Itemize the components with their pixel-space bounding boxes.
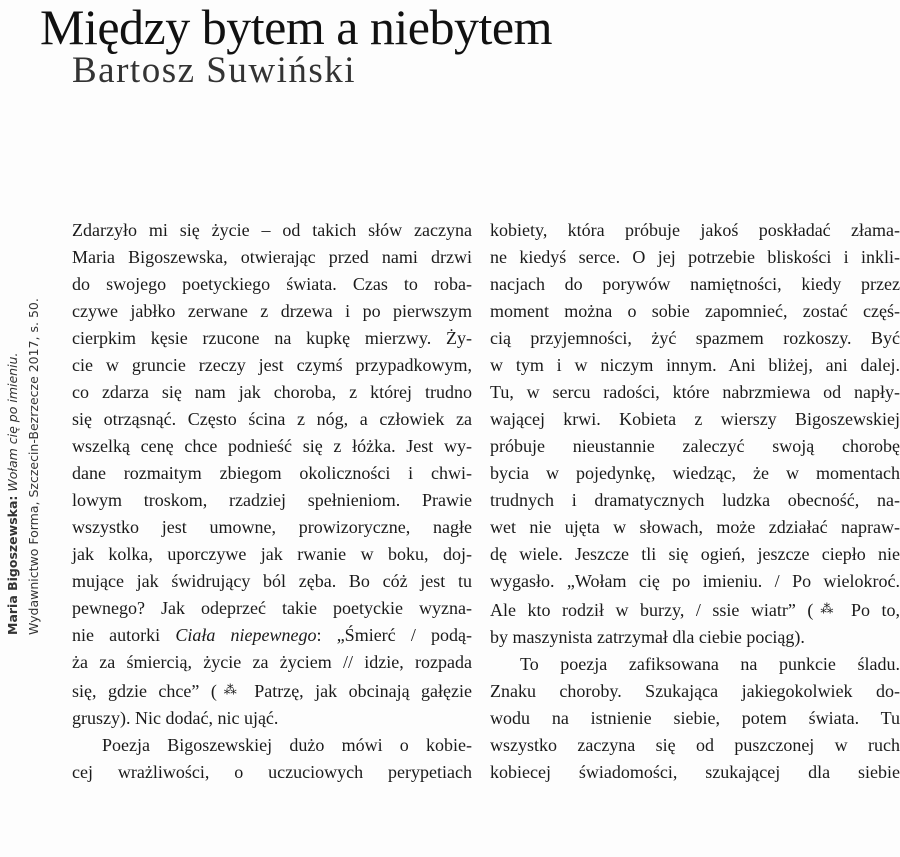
text-line: jak kolka, uporczywe jak rwanie w boku, doj- xyxy=(72,544,472,564)
text-span: Ale kto rodził w burzy, / ssie wiatr” ( xyxy=(490,600,814,620)
text-line: gruszy). Nic dodać, nic ująć. xyxy=(72,708,279,728)
text-line: Poezja Bigoszewskiej dużo mówi o kobie- xyxy=(102,735,472,755)
text-span: : „Śmierć / podą- xyxy=(316,625,473,645)
text-line: pewnego? Jak odeprzeć takie poetyckie wyzna- xyxy=(72,598,472,618)
text-line: Maria Bigoszewska, otwierając przed nami drzwi xyxy=(72,247,472,267)
text-line: nacjach do porywów namiętności, kiedy przez xyxy=(490,274,900,294)
text-line: cie w gruncie rzeczy jest czymś przypadkowym, xyxy=(72,355,472,375)
text-span: nie autorki xyxy=(72,625,176,645)
text-line: wygasło. „Wołam cię po imieniu. / Po wielokroć. xyxy=(490,571,900,591)
text-line xyxy=(72,622,472,649)
text-line xyxy=(490,595,900,624)
text-line: by maszynista zatrzymał dla ciebie pociąg). xyxy=(490,627,805,647)
text-line: wszystko jest umowne, prowizoryczne, nagłe xyxy=(72,517,472,537)
asterism-glyph: ⁂ xyxy=(813,601,840,616)
text-line: się otrząsnąć. Często ścina z nóg, a człowiek za xyxy=(72,409,472,429)
text-line: cią przyjemności, żyć spazmem rozkoszy. Być xyxy=(490,328,900,348)
text-line: kobiety, która próbuje jakoś poskładać złama- xyxy=(490,220,900,240)
text-line: do swojego poetyckiego świata. Czas to roba- xyxy=(72,274,472,294)
text-line: dane rozmaitym zbiegom okoliczności i chwi- xyxy=(72,463,472,483)
text-line xyxy=(72,676,472,705)
asterism-glyph: ⁂ xyxy=(216,682,243,697)
citation-publisher: Wydawnictwo Forma, Szczecin-Bezrzecze 2017, s. 50. xyxy=(26,298,41,635)
text-line: wszystko zaczyna się od puszczonej w ruch xyxy=(490,735,900,755)
text-column-left xyxy=(72,217,472,786)
text-line: moment można o sobie zapomnieć, zostać częś- xyxy=(490,301,900,321)
text-line: mujące jak świdrujący ból zęba. Bo cóż jest tu xyxy=(72,571,472,591)
text-line: co zdarza się nam jak choroba, z której trudno xyxy=(72,382,472,402)
text-line: trudnych i dramatycznych ludzka obecność, na- xyxy=(490,490,900,510)
text-line: czywe jabłko zerwane z drzewa i po pierwszym xyxy=(72,301,472,321)
citation-author: Maria Bigoszewska: xyxy=(5,495,20,635)
text-line: lowym troskom, rzadziej spełnieniom. Prawie xyxy=(72,490,472,510)
text-line: wającej krwi. Kobieta z wierszy Bigoszewskiej xyxy=(490,409,900,429)
text-line: wszelką cenę chce podnieść się z łóżka. Jest wy- xyxy=(72,436,472,456)
text-line: ne kiedyś serce. O jej potrzebie bliskości i inkli- xyxy=(490,247,900,267)
text-span: Po to, xyxy=(839,600,900,620)
text-line: wet nie ujęta w słowach, może zdziałać napraw- xyxy=(490,517,900,537)
text-line: Tu, w sercu radości, które nabrzmiewa od napły- xyxy=(490,382,900,402)
text-line: To poezja zafiksowana na punkcie śladu. xyxy=(520,654,900,674)
text-line: ża za śmiercią, życie za życiem // idzie, rozpada xyxy=(72,652,472,672)
text-line: w tym i w niczym innym. Ani bliżej, ani dalej. xyxy=(490,355,900,375)
text-line: próbuje nieustannie zaleczyć swoją chorobę xyxy=(490,436,900,456)
text-line: Znaku choroby. Szukająca jakiegokolwiek do- xyxy=(490,681,900,701)
text-line: wodu na istnienie siebie, potem świata. Tu xyxy=(490,708,900,728)
text-line: kobiecej świadomości, szukającej dla siebie xyxy=(490,762,900,782)
text-column-right xyxy=(490,217,900,786)
text-span: się, gdzie chce” ( xyxy=(72,681,217,701)
citation-book-title: Wołam cię po imieniu. xyxy=(5,352,20,492)
cited-book-title: Ciała niepewnego xyxy=(175,625,317,645)
article-author: Bartosz Suwiński xyxy=(72,50,357,91)
text-line: dę wiele. Jeszcze tli się ogień, jeszcze ciepło nie xyxy=(490,544,900,564)
text-span: Patrzę, jak obcinają gałęzie xyxy=(242,681,472,701)
text-line: cej wrażliwości, o uczuciowych perypetiach xyxy=(72,762,472,782)
book-citation xyxy=(2,205,48,635)
text-line: bycia w pojedynkę, wiedząc, że w momentach xyxy=(490,463,900,483)
article-title: Między bytem a niebytem xyxy=(40,0,552,55)
text-line: Zdarzyło mi się życie – od takich słów zaczyna xyxy=(72,220,472,240)
text-line: cierpkim kęsie rzucone na kupkę mierzwy. Ży- xyxy=(72,328,472,348)
citation-line-1 xyxy=(2,205,23,635)
